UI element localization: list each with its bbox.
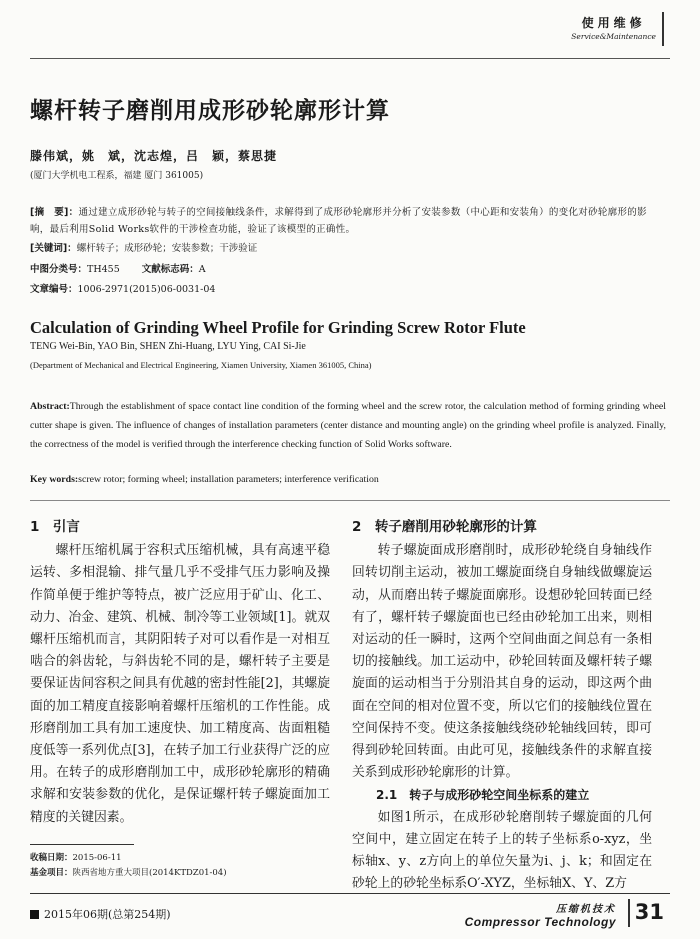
classification-label: 中图分类号：	[30, 264, 88, 275]
square-bullet-icon	[30, 910, 39, 919]
paper-title-en: Calculation of Grinding Wheel Profile for Grinding Screw Rotor Flute	[30, 318, 526, 337]
section-1-heading: 1 引言	[30, 519, 80, 535]
abstract-cn	[30, 204, 666, 238]
footnote-fund	[30, 866, 227, 878]
footnote-received	[30, 851, 122, 863]
section-2-1-paragraph: 如图1所示，在成形砂轮磨削转子螺旋面的几何空间中，建立固定在转子上的转子坐标系o-xyz，坐标轴x、y、z方向上的单位矢量为i、j、k；和固定在砂轮上的砂轮坐标系O′-XYZ，坐标轴X、Y、Z方	[352, 809, 652, 892]
received-label: 收稿日期：	[30, 853, 73, 863]
journal-logo-cn: 压缩机技术	[556, 904, 616, 915]
keywords-en-label: Key words:	[30, 474, 79, 485]
section-tag-cn: 使用维修	[581, 16, 646, 30]
page-number-divider	[628, 899, 630, 927]
keywords-en-text: screw rotor; forming wheel; installation parameters; interference verification	[78, 474, 379, 485]
authors-cn: 滕伟斌，姚 斌，沈志煌，吕 颖，蔡思捷	[30, 149, 278, 163]
issue-info	[30, 906, 171, 922]
page-number: 31	[634, 900, 664, 924]
section-separator	[30, 500, 670, 501]
left-column	[30, 516, 330, 829]
affiliation-en: (Department of Mechanical and Electrical Engineering, Xiamen University, Xiamen 361005, China)	[30, 360, 372, 370]
classification-value: TH455	[87, 264, 120, 275]
abstract-en	[30, 397, 666, 454]
authors-en: TENG Wei-Bin, YAO Bin, SHEN Zhi-Huang, LYU Ying, CAI Si-Jie	[30, 341, 306, 352]
fund-label: 基金项目：	[30, 868, 73, 878]
footnote-rule	[30, 844, 134, 845]
journal-logo	[465, 900, 616, 929]
header-bar-divider	[662, 12, 664, 46]
journal-logo-en: Compressor Technology	[464, 915, 616, 929]
abstract-en-text: Through the establishment of space contact line condition of the forming wheel and the screw rotor, the calculation method of forming grinding wheel cutter shape is given. The influence of changes of installation parameters (center distance and mounting angle) on the grinding wheel profile is analyzed. Finally, the correctness of the model is verified through the interference checking function of Solid Works software.	[30, 401, 666, 450]
fund-value: 陕西省地方重大项目(2014KTDZ01-04)	[72, 868, 227, 878]
affiliation-cn: (厦门大学机电工程系，福建 厦门 361005)	[30, 171, 204, 181]
paper-title-cn: 螺杆转子磨削用成形砂轮廓形计算	[30, 98, 390, 124]
keywords-cn	[30, 240, 257, 254]
article-number-line	[30, 281, 215, 295]
footer-rule	[30, 893, 670, 894]
keywords-cn-label: [关键词]：	[30, 243, 77, 254]
section-2-paragraph: 转子螺旋面成形磨削时，成形砂轮绕自身轴线作回转切削主运动，被加工螺旋面绕自身轴线做螺旋运动，从而磨出转子螺旋面廓形。设想砂轮回转面已经有了，螺杆转子螺旋面也已经由砂轮加工出来，则相对运动的任一瞬时，这两个空间曲面之间总有一条相切的接触线。加工运动中，砂轮回转面及螺杆转子螺旋面的运动相当于分别沿其自身的运动，即这两个曲面在空间的相对位置不变，所以它们的接触线位置在空间保持不变。使这条接触线绕砂轮轴线回转，即可得到砂轮回转面。由此可见，接触线条件的求解直接关系到成形砂轮廓形的计算。	[352, 543, 652, 781]
section-2-heading: 2 转子磨削用砂轮廓形的计算	[352, 519, 537, 535]
classification-line	[30, 261, 206, 275]
abstract-en-label: Abstract:	[30, 401, 70, 412]
keywords-en	[30, 474, 666, 485]
section-2-1-heading: 2.1 转子与成形砂轮空间坐标系的建立	[376, 788, 590, 803]
received-value: 2015-06-11	[72, 853, 122, 863]
section-tag	[571, 14, 656, 41]
issue-text: 2015年06期(总第254期)	[44, 908, 171, 921]
header-rule	[30, 58, 670, 59]
abstract-cn-label: [摘 要]：	[30, 207, 79, 218]
section-tag-en: Service&Maintenance	[571, 32, 656, 41]
keywords-cn-text: 螺杆转子；成形砂轮；安装参数；干涉验证	[76, 243, 258, 254]
doc-code-label: 文献标志码：	[141, 264, 199, 275]
section-1-paragraph: 螺杆压缩机属于容积式压缩机械，具有高速平稳运转、多相混输、排气量几乎不受排气压力影响及操作简单便于维护等特点，被广泛应用于矿山、化工、动力、冶金、建筑、机械、制冷等工业领域[1]。就双螺杆压缩机而言，其阴阳转子对可以看作是一对相互啮合的斜齿轮，与斜齿轮不同的是，螺杆转子主要是要保证齿间容积之间具有优越的密封性能[2]，其螺旋面的加工精度直接影响着螺杆压缩机的工作性能。成形磨削加工具有加工速度快、加工精度高、齿面粗糙度低等一系列优点[3]，在转子加工行业获得广泛的应用。在转子的成形磨削加工中，成形砂轮廓形的精确求解和安装参数的优化，是保证螺杆转子螺旋面加工精度的关键因素。	[30, 543, 330, 825]
article-number-label: 文章编号：	[30, 284, 78, 295]
article-number-value: 1006-2971(2015)06-0031-04	[77, 284, 216, 295]
right-column	[352, 516, 652, 895]
doc-code-value: A	[198, 264, 206, 275]
abstract-cn-text: 通过建立成形砂轮与转子的空间接触线条件，求解得到了成形砂轮廓形并分析了安装参数（中心距和安装角）的变化对砂轮廓形的影响，最后利用Solid Works软件的干涉检查功能，验证了该模型的正确性。	[30, 207, 647, 235]
